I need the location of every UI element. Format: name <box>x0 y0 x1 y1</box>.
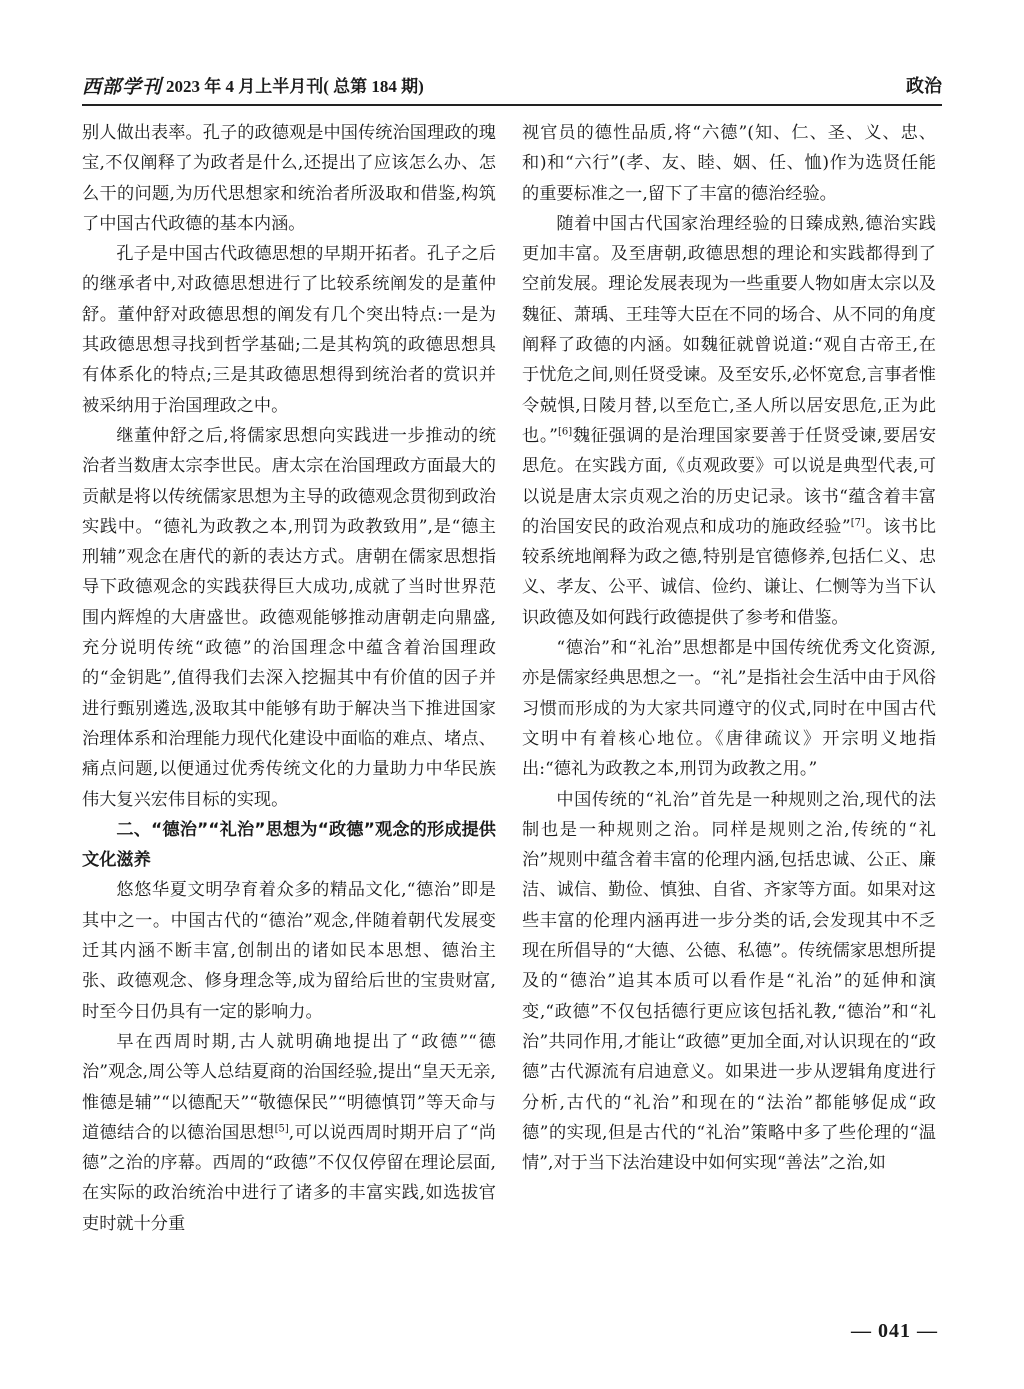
page-header <box>82 68 942 106</box>
paragraph: 悠悠华夏文明孕育着众多的精品文化,“德治”即是其中之一。中国古代的“德治”观念,伴随着朝代发展变迁其内涵不断丰富,创制出的诸如民本思想、德治主张、政德观念、修身理念等,成为留给后世的宝贵财富,时至今日仍具有一定的影响力。 <box>82 880 496 1022</box>
paragraph: “德治”和“礼治”思想都是中国传统优秀文化资源,亦是儒家经典思想之一。“礼”是指社会生活中由于风俗习惯而形成的为大家共同遵守的仪式,同时在中国古代文明中有着核心地位。《唐律疏议》开宗明义地指出:“德礼为政教之本,刑罚为政教之用。” <box>522 638 936 780</box>
paragraph-text: 随着中国古代国家治理经验的日臻成熟,德治实践更加丰富。及至唐朝,政德思想的理论和实践都得到了空前发展。理论发展表现为一些重要人物如唐太宗以及魏征、萧瑀、王珪等大臣在不同的场合、从不同的角度阐释了政德的内涵。如魏征就曾说道:“观自古帝王,在于忧危之间,则任贤受谏。及至安乐,必怀宽怠,言事者惟令兢惧,日陵月替,以至危亡,圣人所以居安思危,正为此也。” <box>522 213 936 446</box>
paragraph <box>522 209 936 633</box>
paragraph-text: 魏征强调的是治理国家要善于任贤受谏,要居安思危。在实践方面,《贞观政要》可以说是典型代表,可以说是唐太宗贞观之治的历史记录。该书“蕴含着丰富的治国安民的政治观点和成功的施政经验” <box>522 425 937 537</box>
left-column <box>82 118 496 1239</box>
citation-ref: [6] <box>557 426 573 438</box>
paragraph <box>82 1027 496 1239</box>
paragraph: 中国传统的“礼治”首先是一种规则之治,现代的法制也是一种规则之治。同样是规则之治,传统的“礼治”规则中蕴含着丰富的伦理内涵,包括忠诚、公正、廉洁、诚信、勤俭、慎独、自省、齐家等方面。如果对这些丰富的伦理内涵再进一步分类的话,会发现其中不乏现在所倡导的“大德、公德、私德”。传统儒家思想所提及的“德治”追其本质可以看作是“礼治”的延伸和演变,“政德”不仅包括德行更应该包括礼教,“德治”和“礼治”共同作用,才能让“政德”更加全面,对认识现在的“政德”古代源流有启迪意义。如果进一步从逻辑角度进行分析,古代的“礼治”和现在的“法治”都能够促成“政德”的实现,但是古代的“礼治”策略中多了些伦理的“温情”,对于当下法治建设中如何实现“善法”之治,如 <box>522 789 936 1174</box>
journal-logo: 西部学刊 <box>82 76 163 98</box>
paragraph: 孔子是中国古代政德思想的早期开拓者。孔子之后的继承者中,对政德思想进行了比较系统阐发的是董仲舒。董仲舒对政德思想的阐发有几个突出特点:一是为其政德思想寻找到哲学基础;二是其构筑的政德思想具有体系化的特点;三是其政德思想得到统治者的赏识并被采纳用于治国理政之中。 <box>82 244 496 416</box>
paragraph-text: 。该书比较系统地阐释为政之德,特别是官德修养,包括仁义、忠义、孝友、公平、诚信、俭约、谦让、仁恻等为当下认识政德及如何践行政德提供了参考和借鉴。 <box>522 516 936 628</box>
citation-ref: [7] <box>850 517 865 529</box>
paragraph: 继董仲舒之后,将儒家思想向实践进一步推动的统治者当数唐太宗李世民。唐太宗在治国理政方面最大的贡献是将以传统儒家思想为主导的政德观念贯彻到政治实践中。“德礼为政教之本,刑罚为政教致用”,是“德主刑辅”观念在唐代的新的表达方式。唐朝在儒家思想指导下政德观念的实践获得巨大成功,成就了当时世界范围内辉煌的大唐盛世。政德观能够推动唐朝走向鼎盛,充分说明传统“政德”的治国理念中蕴含着治国理政的“金钥匙”,值得我们去深入挖掘其中有价值的因子并进行甄别遴选,汲取其中能够有助于解决当下推进国家治理体系和治理能力现代化建设中面临的难点、堵点、痛点问题,以便通过优秀传统文化的力量助力中华民族伟大复兴宏伟目标的实现。 <box>82 425 496 810</box>
section-heading: 二、“德治”“礼治”思想为“政德”观念的形成提供文化滋养 <box>82 819 496 871</box>
paragraph: 别人做出表率。孔子的政德观是中国传统治国理政的瑰宝,不仅阐释了为政者是什么,还提出了应该怎么办、怎么干的问题,为历代思想家和统治者所汲取和借鉴,构筑了中国古代政德的基本内涵。 <box>82 123 496 234</box>
paragraph: 视官员的德性品质,将“六德”(知、仁、圣、义、忠、和)和“六行”(孝、友、睦、姻、任、恤)作为选贤任能的重要标准之一,留下了丰富的德治经验。 <box>522 123 936 204</box>
right-column <box>522 118 936 1178</box>
section-title: 政治 <box>906 76 942 97</box>
page-number: — 041 — <box>851 1320 938 1342</box>
issue-info: 2023 年 4 月上半月刊( 总第 184 期) <box>166 77 424 96</box>
citation-ref: [5] <box>274 1123 289 1135</box>
paragraph-text: ,可以说西周时期开启了“尚德”之治的序幕。西周的“政德”不仅仅停留在理论层面,在实际的政治统治中进行了诸多的丰富实践,如选拔官吏时就十分重 <box>82 1122 496 1234</box>
paragraph-text: 早在西周时期,古人就明确地提出了“政德”“德治”观念,周公等人总结夏商的治国经验,提出“皇天无亲,惟德是辅”“以德配天”“敬德保民”“明德慎罚”等天命与道德结合的以德治国思想 <box>82 1031 496 1143</box>
